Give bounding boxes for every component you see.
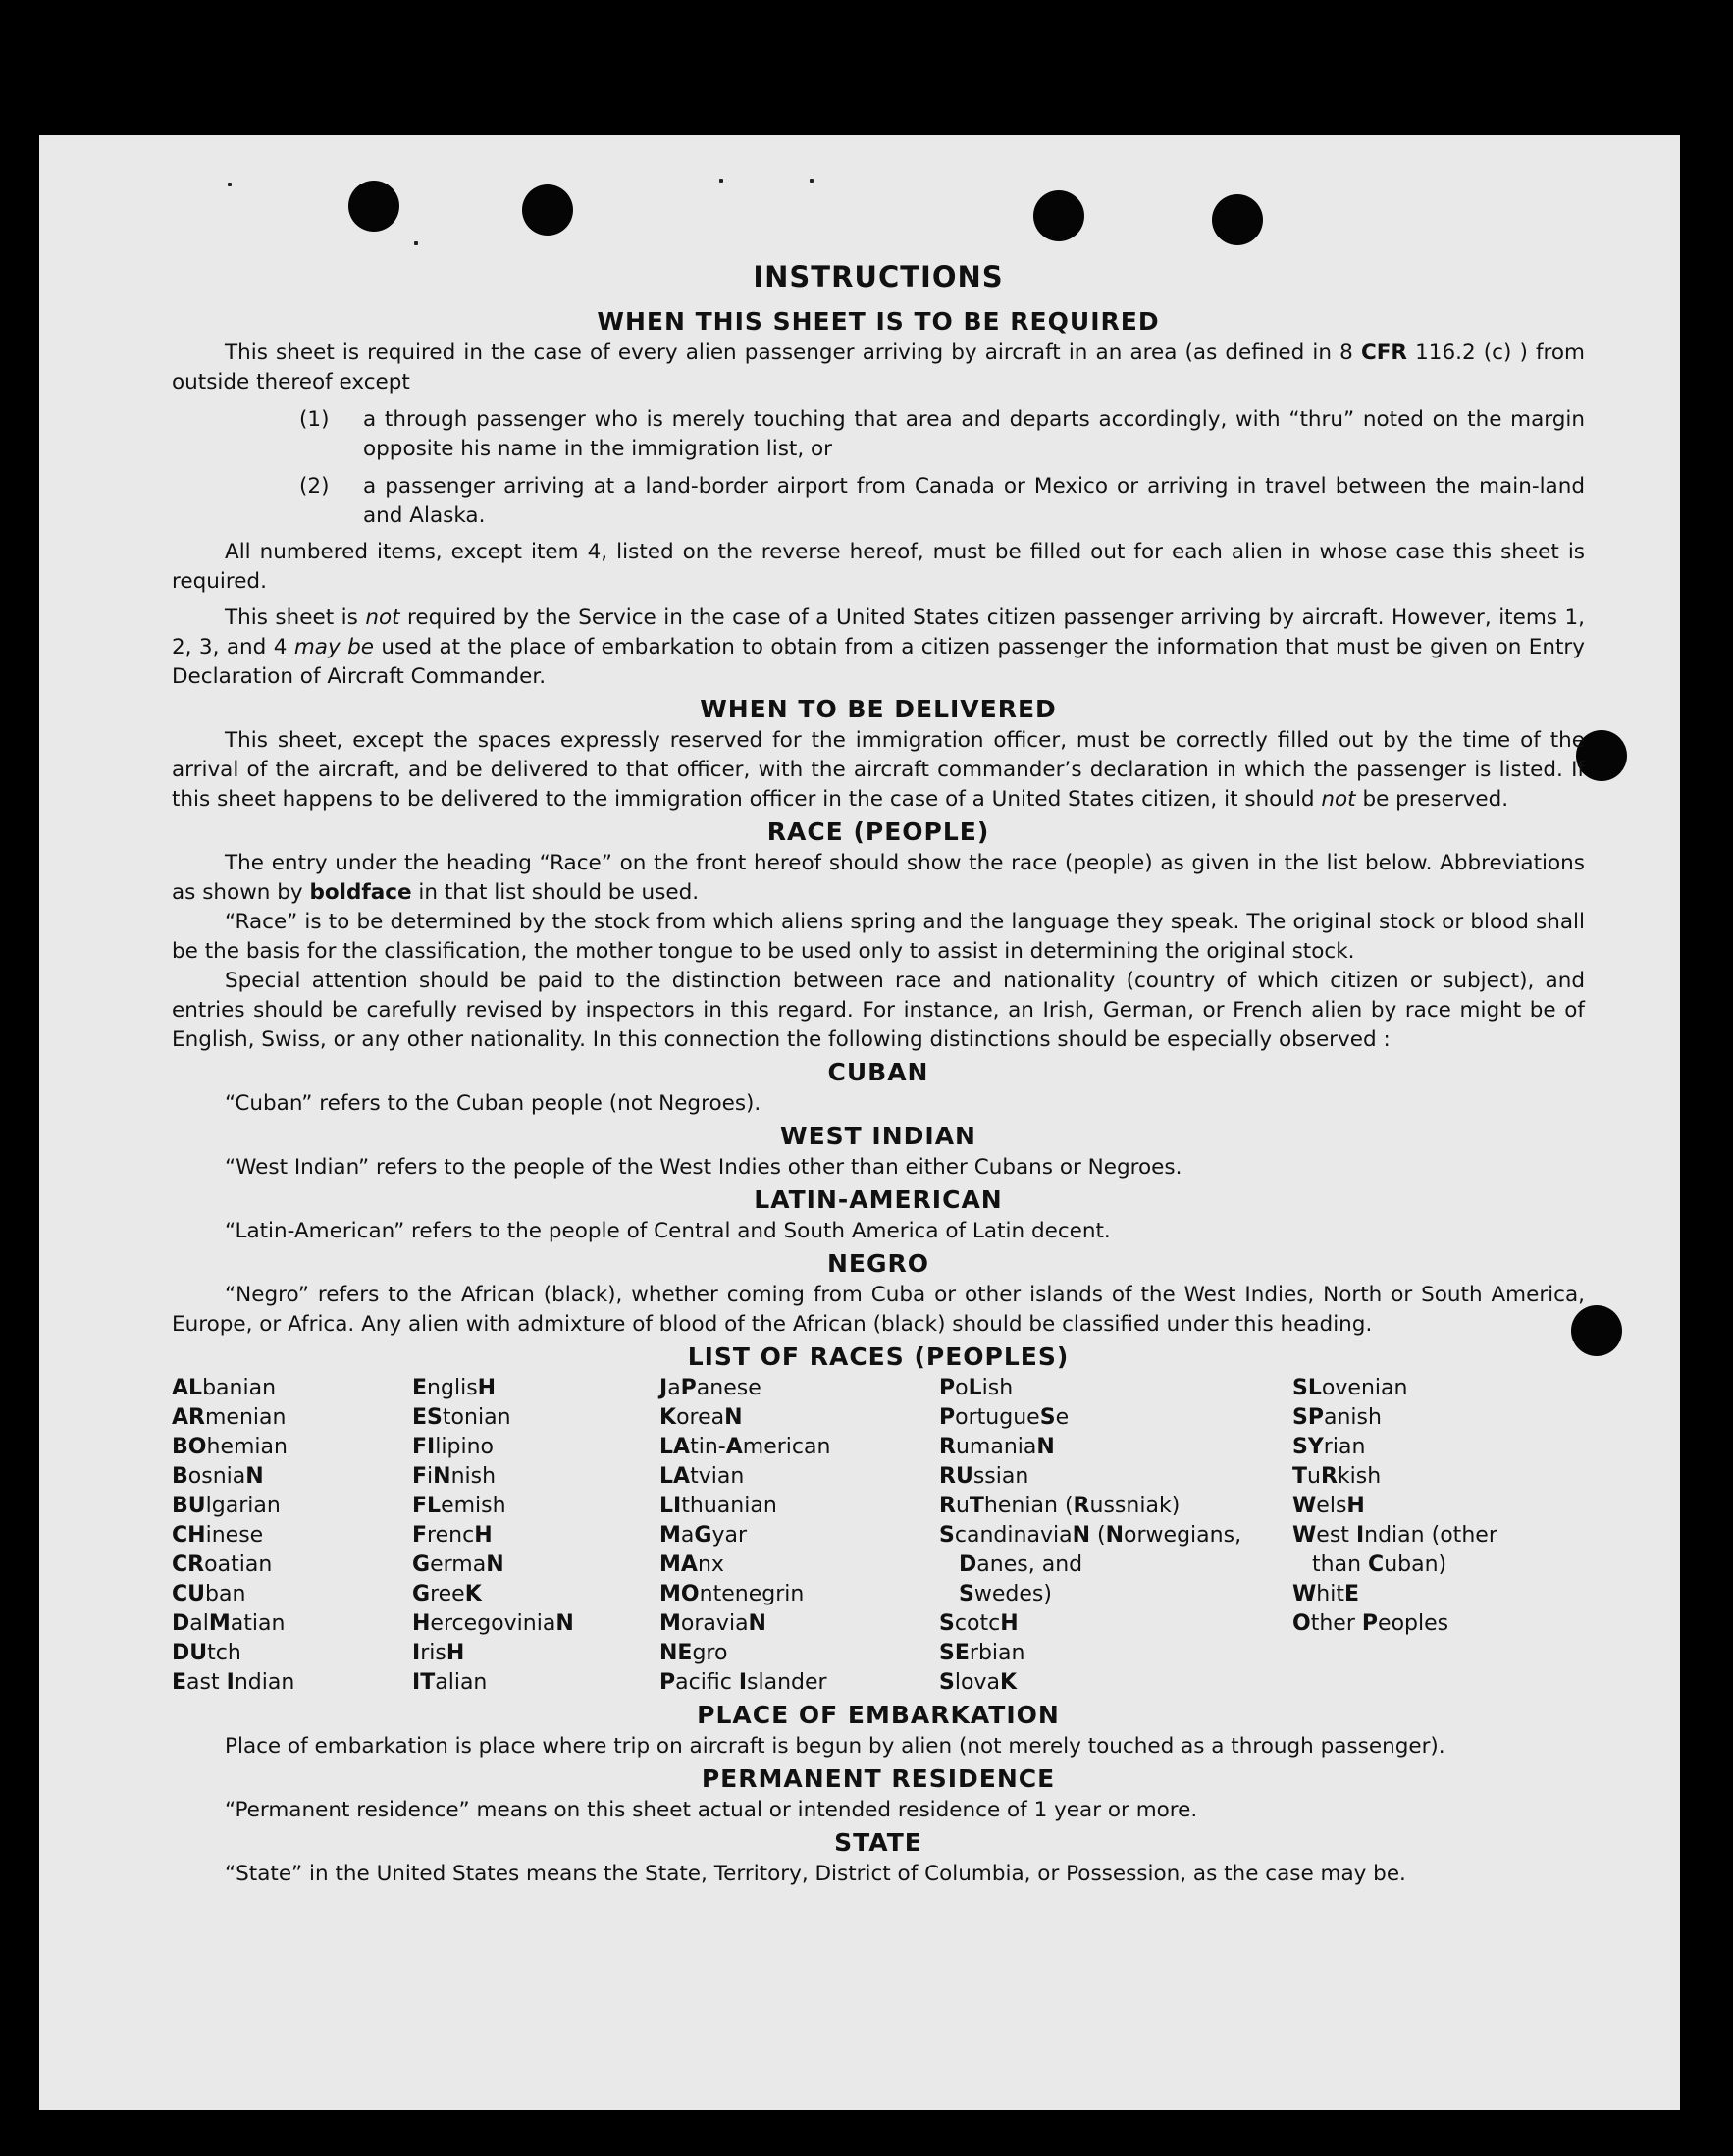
races-column: [1292, 1374, 1585, 1698]
punch-hole: [1212, 194, 1263, 245]
page-title: INSTRUCTIONS: [753, 260, 1004, 293]
race-entry: HercegoviniaN: [412, 1611, 574, 1636]
race-entry: ALbanian: [172, 1376, 277, 1400]
race-entry: RUssian: [939, 1464, 1029, 1489]
heading-negro: NEGRO: [826, 1249, 930, 1278]
race-entry: MOntenegrin: [659, 1582, 805, 1606]
speck: [414, 241, 418, 245]
race-entry: PoLish: [939, 1376, 1014, 1400]
race-entry: LIthuanian: [659, 1494, 777, 1518]
exception-item: (1) a through passenger who is merely touching that area and departs accordingly, with “thru” noted on the margin opposite his name in the immigration list, or: [299, 407, 1585, 461]
race-entry: PortugueSe: [939, 1405, 1070, 1430]
heading-cuban: CUBAN: [827, 1058, 929, 1086]
race-entry: BosniaN: [172, 1464, 264, 1489]
west-indian-paragraph: “West Indian” refers to the people of the West Indies other than either Cubans or Negroes.: [225, 1155, 1182, 1180]
race-entry: DalMatian: [172, 1611, 286, 1636]
speck: [719, 179, 723, 183]
race-entry: TuRkish: [1292, 1464, 1382, 1489]
race-entry: ScotcH: [939, 1611, 1019, 1636]
delivered-paragraph: This sheet, except the spaces expressly reserved for the immigration officer, must be correctly filled out by the time of the arrival of the aircraft, and be delivered to that officer, with the aircraft commander’s declaration in which the passenger is listed. If this sheet happens to be delivered to the immigration officer in the case of a United States citizen, it should not be preserved.: [172, 728, 1585, 812]
race-entry: West Indian (other: [1292, 1523, 1497, 1548]
heading-delivered: WHEN TO BE DELIVERED: [700, 695, 1057, 723]
exception-item: (2) a passenger arriving at a land-border airport from Canada or Mexico or arriving in travel between the main-land and Alaska.: [299, 474, 1585, 528]
race-entry: SPanish: [1292, 1405, 1382, 1430]
race-entry: BUlgarian: [172, 1494, 281, 1518]
race-entry: than Cuban): [1312, 1552, 1447, 1577]
race-entry: CUban: [172, 1582, 246, 1606]
race-paragraph-3: Special attention should be paid to the distinction between race and nationality (country of which citizen or subject), and entries should be carefully revised by inspectors in this regard. For instance, an Irish, German, or French alien by race might be of English, Swiss, or any other nationality. In this connection the following distinctions should be especially observed :: [172, 969, 1585, 1052]
race-entry: Other Peoples: [1292, 1611, 1449, 1636]
race-entry: RuThenian (Russniak): [939, 1494, 1181, 1518]
race-entry: WelsH: [1292, 1494, 1365, 1518]
heading-state: STATE: [834, 1828, 922, 1857]
race-entry: RumaniaN: [939, 1435, 1055, 1459]
races-column: [172, 1374, 412, 1698]
race-entry: LAtin-American: [659, 1435, 831, 1459]
race-entry: JaPanese: [659, 1376, 761, 1400]
race-entry: WhitE: [1292, 1582, 1360, 1606]
required-intro: This sheet is required in the case of every alien passenger arriving by aircraft in an area (as defined in 8 CFR 116.2 (c) ) from outside thereof except: [172, 341, 1585, 394]
punch-hole: [348, 181, 399, 232]
race-entry: Swedes): [959, 1582, 1052, 1606]
negro-paragraph: “Negro” refers to the African (black), whether coming from Cuba or other islands of the West Indies, North or South America, Europe, or Africa. Any alien with admixture of blood of the African (black) should be classified under this heading.: [172, 1283, 1585, 1337]
punch-hole: [1033, 190, 1084, 241]
race-entry: FiNnish: [412, 1464, 497, 1489]
state-paragraph: “State” in the United States means the State, Territory, District of Columbia, or Possession, as the case may be.: [225, 1862, 1406, 1886]
race-entry: EnglisH: [412, 1376, 497, 1400]
heading-embarkation: PLACE OF EMBARKATION: [697, 1701, 1060, 1729]
race-entry: MAnx: [659, 1552, 724, 1577]
race-entry: ScandinaviaN (Norwegians,: [939, 1523, 1242, 1548]
race-entry: Danes, and: [959, 1552, 1083, 1577]
race-entry: DUtch: [172, 1641, 241, 1665]
heading-west-indian: WEST INDIAN: [780, 1122, 976, 1150]
speck: [810, 179, 814, 183]
numbered-items-paragraph: All numbered items, except item 4, listed on the reverse hereof, must be filled out for each alien in whose case this sheet is required.: [172, 540, 1585, 594]
race-entry: CHinese: [172, 1523, 264, 1548]
punch-hole: [522, 184, 573, 236]
instructions-body: [172, 257, 1585, 1889]
heading-list-of-races: LIST OF RACES (PEOPLES): [687, 1342, 1070, 1371]
race-entry: SlovaK: [939, 1670, 1018, 1695]
residence-paragraph: “Permanent residence” means on this sheet actual or intended residence of 1 year or more.: [225, 1798, 1198, 1822]
race-entry: FIlipino: [412, 1435, 494, 1459]
race-entry: LAtvian: [659, 1464, 745, 1489]
race-entry: CRoatian: [172, 1552, 273, 1577]
race-entry: SLovenian: [1292, 1376, 1408, 1400]
race-entry: GermaN: [412, 1552, 504, 1577]
heading-required: WHEN THIS SHEET IS TO BE REQUIRED: [597, 307, 1160, 336]
heading-residence: PERMANENT RESIDENCE: [701, 1764, 1056, 1793]
races-column: [659, 1374, 939, 1698]
heading-race: RACE (PEOPLE): [766, 817, 990, 846]
speck: [228, 183, 232, 186]
race-paragraph-1: The entry under the heading “Race” on the front hereof should show the race (people) as given in the list below. Abbreviations as shown by boldface in that list should be used.: [172, 851, 1585, 905]
race-entry: GreeK: [412, 1582, 482, 1606]
citizen-paragraph: This sheet is not required by the Service in the case of a United States citizen passenger arriving by aircraft. However, items 1, 2, 3, and 4 may be used at the place of embarkation to obtain from a citizen passenger the information that must be given on Entry Declaration of Aircraft Commander.: [172, 605, 1585, 689]
embarkation-paragraph: Place of embarkation is place where trip on aircraft is begun by alien (not merely touched as a through passenger).: [225, 1734, 1445, 1759]
race-entry: MaGyar: [659, 1523, 748, 1548]
race-entry: ITalian: [412, 1670, 488, 1695]
race-entry: FrencH: [412, 1523, 493, 1548]
race-entry: EStonian: [412, 1405, 511, 1430]
race-entry: IrisH: [412, 1641, 465, 1665]
race-entry: SYrian: [1292, 1435, 1366, 1459]
races-table: [172, 1374, 1585, 1698]
race-entry: Pacifc Islander: [659, 1670, 827, 1695]
race-entry: East Indian: [172, 1670, 295, 1695]
races-column: [412, 1374, 659, 1698]
race-entry: MoraviaN: [659, 1611, 766, 1636]
race-entry: KoreaN: [659, 1405, 743, 1430]
latin-american-paragraph: “Latin-American” refers to the people of Central and South America of Latin decent.: [225, 1219, 1111, 1243]
race-entry: SErbian: [939, 1641, 1025, 1665]
race-entry: FLemish: [412, 1494, 506, 1518]
race-entry: ARmenian: [172, 1405, 287, 1430]
race-entry: BOhemian: [172, 1435, 288, 1459]
heading-latin-american: LATIN-AMERICAN: [754, 1185, 1003, 1214]
races-column: [939, 1374, 1292, 1698]
race-paragraph-2: “Race” is to be determined by the stock from which aliens spring and the language they speak. The original stock or blood shall be the basis for the classification, the mother tongue to be used only to assist in determining the original stock.: [172, 910, 1585, 964]
race-entry: NEgro: [659, 1641, 728, 1665]
cuban-paragraph: “Cuban” refers to the Cuban people (not Negroes).: [225, 1091, 761, 1116]
